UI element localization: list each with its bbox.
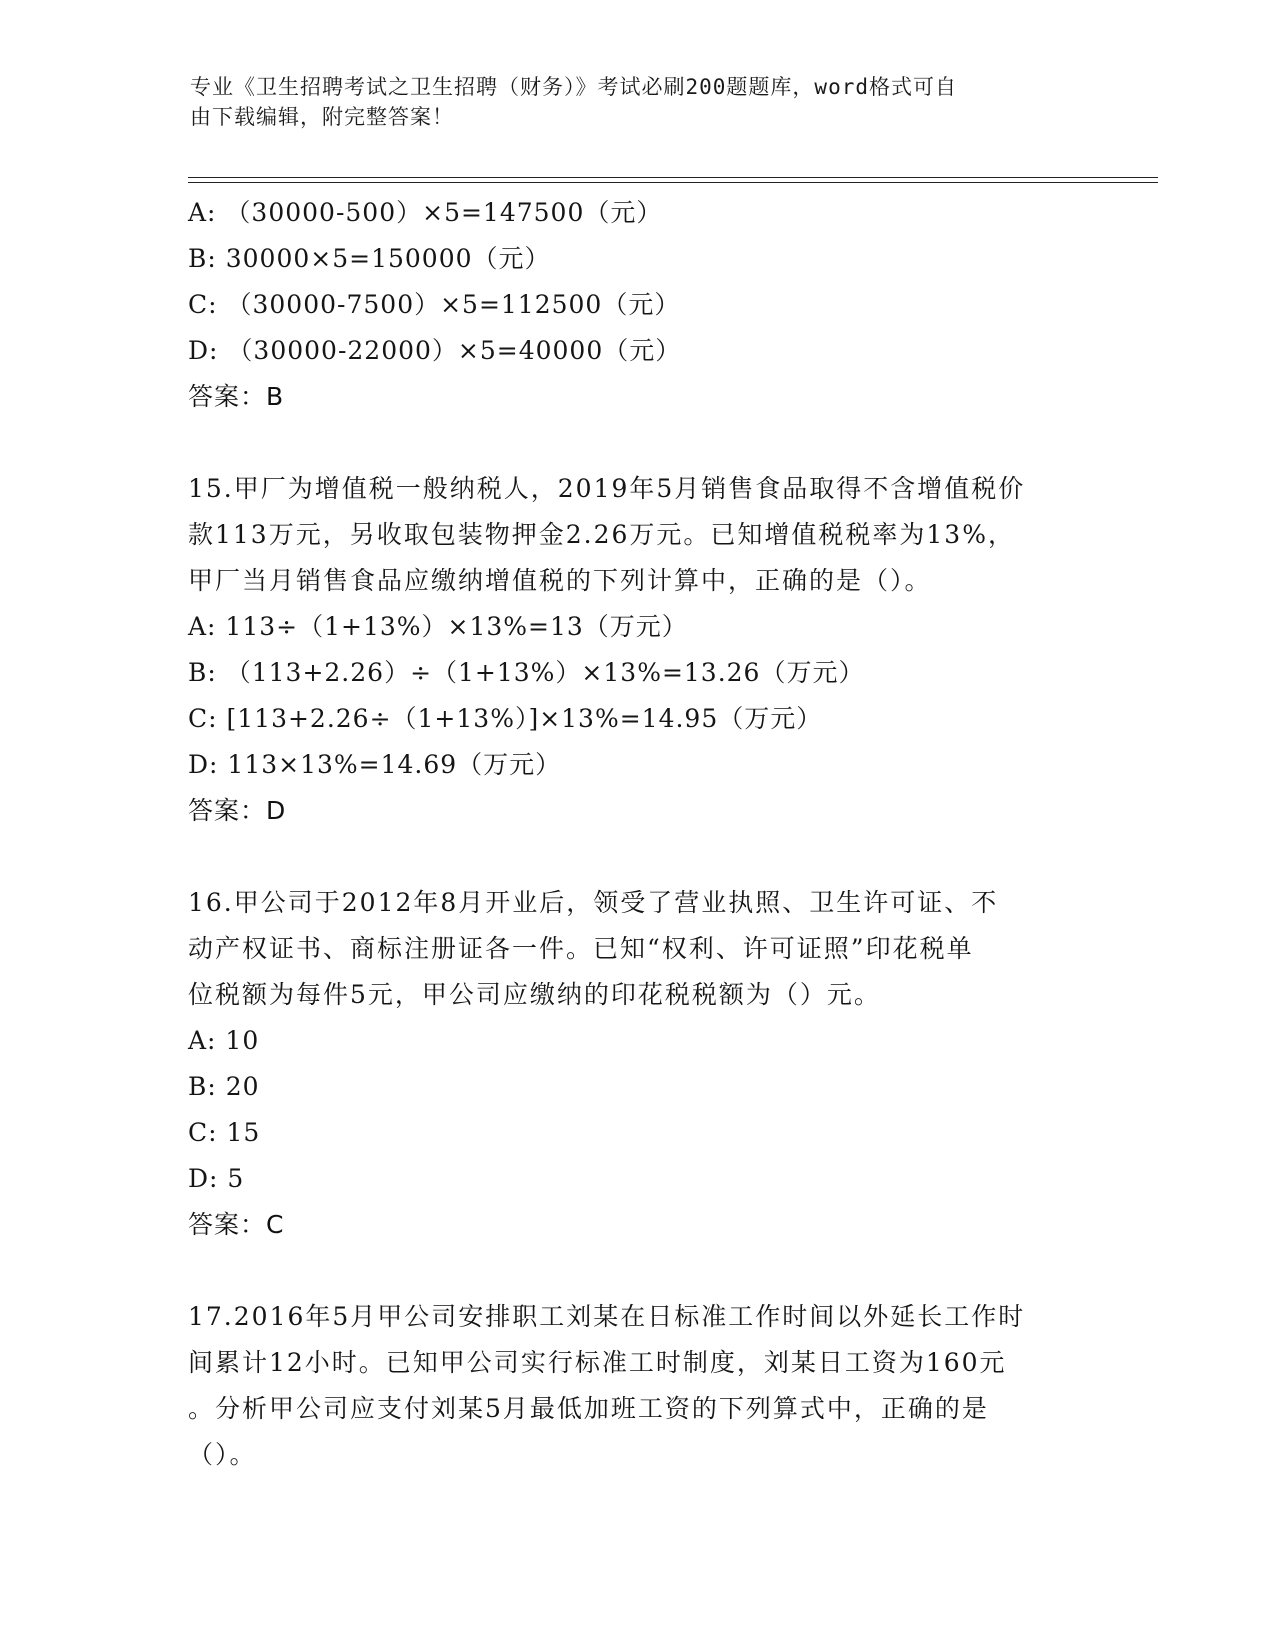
stem-line: 16.甲公司于2012年8月开业后，领受了营业执照、卫生许可证、不: [188, 888, 999, 917]
spacer: [188, 834, 1088, 880]
stem-line: 间累计12小时。已知甲公司实行标准工时制度，刘某日工资为160元: [188, 1348, 1007, 1377]
answer-line: 答案：C: [188, 1210, 285, 1239]
spacer: [188, 420, 1088, 466]
stem-line: 动产权证书、商标注册证各一件。已知“权利、许可证照”印花税单: [188, 934, 974, 963]
option-c: C: （30000-7500）×5=112500（元）: [188, 290, 681, 319]
header-line-2: 由下载编辑，附完整答案！: [190, 105, 454, 129]
stem-line: 17.2016年5月甲公司安排职工刘某在日标准工作时间以外延长工作时: [188, 1302, 1026, 1331]
option-b: B: 30000×5=150000（元）: [188, 244, 551, 273]
option-a: A: 113÷（1+13%）×13%=13（万元）: [188, 612, 688, 641]
stem-line: （）。: [188, 1440, 257, 1469]
question-stem: [188, 466, 1088, 604]
question-16: [188, 880, 1088, 1248]
question-14: [188, 190, 1088, 420]
stem-line: 位税额为每件5元，甲公司应缴纳的印花税税额为（）元。: [188, 980, 881, 1009]
option-b: B: （113+2.26）÷（1+13%）×13%=13.26（万元）: [188, 658, 865, 687]
question-stem: [188, 880, 1088, 1018]
answer-line: 答案：D: [188, 796, 287, 825]
spacer: [188, 1248, 1088, 1294]
question-content: [188, 190, 1088, 1478]
question-stem: [188, 1294, 1088, 1478]
option-d: D: 113×13%=14.69（万元）: [188, 750, 562, 779]
header-divider-bottom: [188, 182, 1158, 183]
option-b: B: 20: [188, 1072, 260, 1101]
option-a: A: 10: [188, 1026, 260, 1055]
stem-line: 款113万元，另收取包装物押金2.26万元。已知增值税税率为13%，: [188, 520, 1015, 549]
question-17: [188, 1294, 1088, 1478]
stem-line: 甲厂当月销售食品应缴纳增值税的下列计算中，正确的是（）。: [188, 566, 932, 595]
header-line-1: 专业《卫生招聘考试之卫生招聘（财务）》考试必刷200题题库，word格式可自: [190, 75, 957, 99]
option-c: C: 15: [188, 1118, 261, 1147]
document-header: [190, 72, 1070, 132]
header-divider-top: [188, 177, 1158, 178]
question-15: [188, 466, 1088, 834]
stem-line: 15.甲厂为增值税一般纳税人，2019年5月销售食品取得不含增值税价: [188, 474, 1026, 503]
stem-line: 。分析甲公司应支付刘某5月最低加班工资的下列算式中，正确的是: [188, 1394, 989, 1423]
option-d: D: （30000-22000）×5=40000（元）: [188, 336, 682, 365]
option-a: A: （30000-500）×5=147500（元）: [188, 198, 663, 227]
option-d: D: 5: [188, 1164, 245, 1193]
option-c: C: [113+2.26÷（1+13%）]×13%=14.95（万元）: [188, 704, 823, 733]
answer-line: 答案：B: [188, 382, 285, 411]
